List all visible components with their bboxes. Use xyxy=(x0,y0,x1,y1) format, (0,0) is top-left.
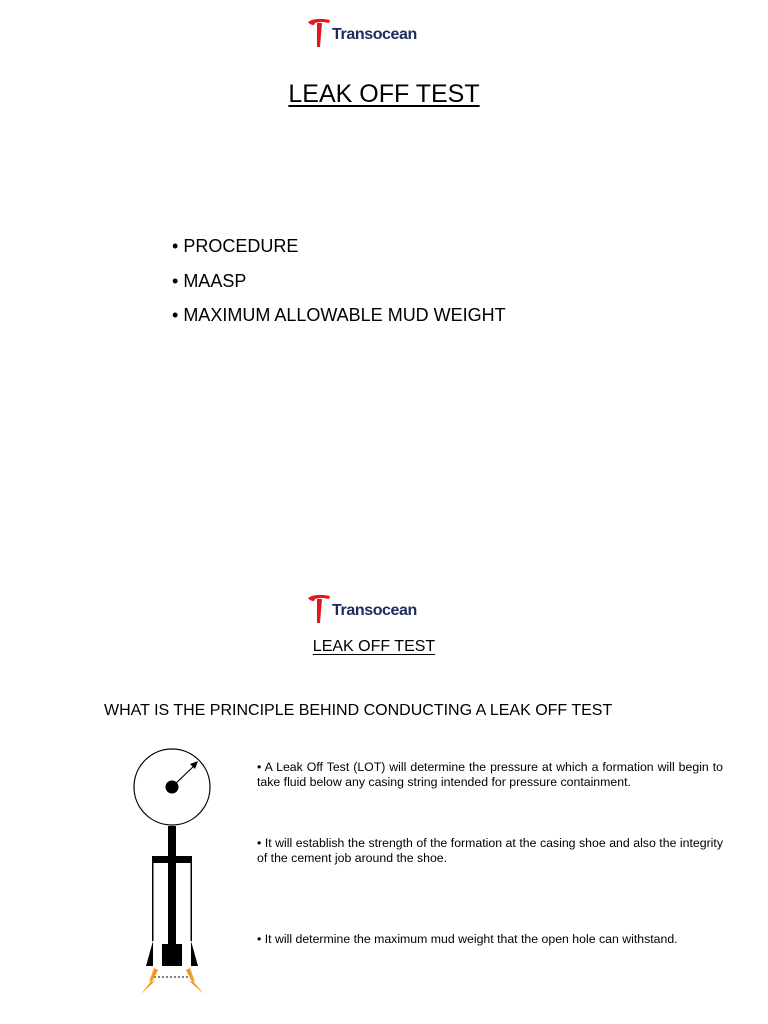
principle-point-2: • It will establish the strength of the formation at the casing shoe and also the integrity of the cement job around the shoe. xyxy=(257,836,723,866)
casing-wall-left xyxy=(152,863,154,941)
section-title: LEAK OFF TEST xyxy=(312,638,436,655)
well-pressure-gauge-diagram xyxy=(130,744,220,994)
drill-pipe xyxy=(168,826,176,956)
list-item: • PROCEDURE xyxy=(172,232,506,267)
casing-shoe-left xyxy=(146,941,153,966)
fracture-flame-icon xyxy=(186,968,204,994)
page-title: LEAK OFF TEST xyxy=(288,80,480,108)
topic-list xyxy=(172,232,506,336)
logo-text: Transocean xyxy=(332,602,417,619)
logo-text: Transocean xyxy=(332,26,417,43)
transocean-t-icon xyxy=(306,593,334,625)
principle-point-1: • A Leak Off Test (LOT) will determine the pressure at which a formation will begin to take fluid below any casing string intended for pressure containment. xyxy=(257,760,723,790)
principle-point-3: • It will determine the maximum mud weight that the open hole can withstand. xyxy=(257,932,723,947)
list-item: • MAXIMUM ALLOWABLE MUD WEIGHT xyxy=(172,301,506,336)
transocean-t-icon xyxy=(306,17,334,49)
list-item: • MAASP xyxy=(172,267,506,302)
wellhead xyxy=(152,856,192,863)
fracture-flame-icon xyxy=(141,968,158,994)
transocean-logo xyxy=(306,17,436,49)
transocean-logo xyxy=(306,593,436,625)
drill-bit xyxy=(162,944,182,966)
casing-shoe-right xyxy=(191,941,198,966)
slide-2 xyxy=(0,512,768,1024)
casing-wall-right xyxy=(191,863,193,941)
question-heading: WHAT IS THE PRINCIPLE BEHIND CONDUCTING A LEAK OFF TEST xyxy=(104,702,613,719)
